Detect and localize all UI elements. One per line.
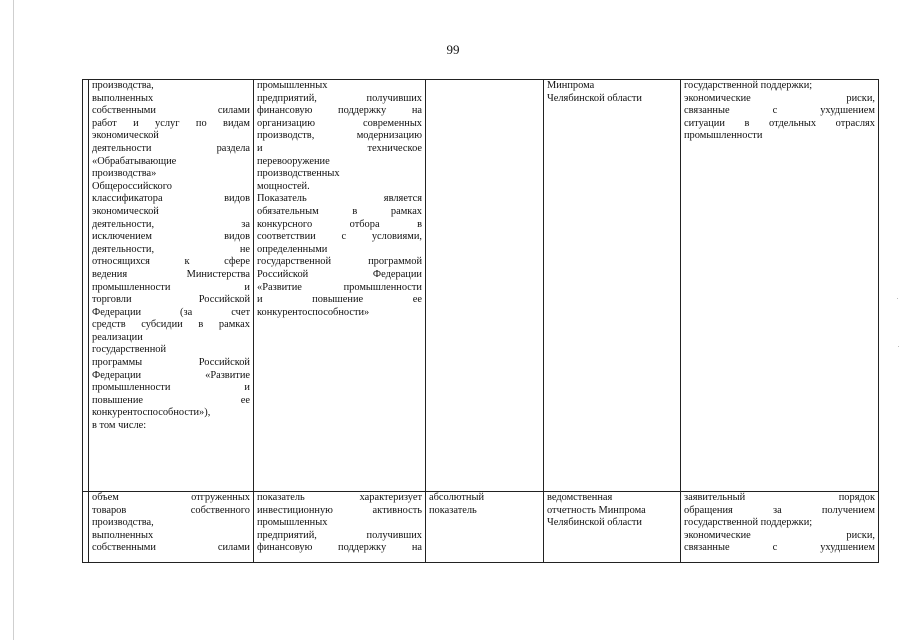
cell-text-line: инвестиционную активность <box>257 504 422 516</box>
cell-text-line: показатель характеризует <box>257 492 422 503</box>
cell-text-line: Российской Федерации <box>257 268 422 280</box>
cell-text-line: производства, <box>92 80 154 91</box>
cell-text-line: и повышение ее <box>257 294 422 306</box>
cell-text-line: ведомственная <box>547 492 613 503</box>
indicator-type-cell <box>426 80 544 492</box>
data-source-cell <box>544 492 681 563</box>
cell-text-line: конкурсного отбора в <box>257 218 422 230</box>
cell-text-line: Челябинской области <box>547 517 642 529</box>
cell-text-line: заявительный порядок <box>684 492 875 503</box>
cell-text-line: отчетность Минпрома <box>547 504 646 516</box>
cell-text-line: производства, <box>92 517 154 529</box>
cell-text-line: производственных <box>257 168 340 180</box>
cell-text-line: ситуации в отдельных отраслях <box>684 117 875 129</box>
cell-text-line: промышленных <box>257 80 328 91</box>
page-left-edge-line <box>13 0 14 640</box>
cell-text-line: программы Российской <box>92 357 250 369</box>
cell-text-line: выполненных <box>92 92 154 104</box>
data-source-cell <box>544 80 681 492</box>
indicator-name-cell <box>89 80 254 492</box>
cell-text-line: соответствии с условиями, <box>257 231 422 243</box>
table-row <box>83 492 879 563</box>
cell-text-line: промышленных <box>257 517 328 529</box>
risks-cell <box>681 80 879 492</box>
cell-text-line: Общероссийского <box>92 180 172 192</box>
cell-text-line: экономической <box>92 205 159 217</box>
cell-text-line: исключением видов <box>92 231 250 243</box>
cell-text-line: организацию современных <box>257 117 422 129</box>
cell-text-line: экономические риски, <box>684 92 875 104</box>
cell-text-line: «Обрабатывающие <box>92 155 177 167</box>
indicator-name-cell <box>89 492 254 563</box>
cell-text-line: предприятий, получивших <box>257 529 422 541</box>
cell-text-line: выполненных <box>92 529 154 541</box>
cell-text-line: предприятий, получивших <box>257 92 422 104</box>
cell-text-line: финансовую поддержку на <box>257 105 422 117</box>
cell-text-line: и техническое <box>257 142 422 154</box>
cell-text-line: Челябинской области <box>547 92 642 104</box>
cell-text-line: деятельности, не <box>92 243 250 255</box>
cell-text-line: производств, модернизацию <box>257 130 422 142</box>
cell-text-line: торговли Российской <box>92 294 250 306</box>
cell-text-line: связанные с ухудшением <box>684 542 875 554</box>
indicator-description-cell <box>254 80 426 492</box>
scan-speck <box>897 298 898 299</box>
cell-text-line: реализации <box>92 331 143 343</box>
cell-text-line: Минпрома <box>547 80 595 91</box>
cell-text-line: в том числе: <box>92 420 147 432</box>
cell-text-line: средств субсидии в рамках <box>92 319 250 331</box>
cell-text-line: работ и услуг по видам <box>92 117 250 129</box>
cell-text-line: государственной поддержки; <box>684 80 813 91</box>
cell-text-line: конкурентоспособности»), <box>92 407 211 419</box>
cell-text-line: Федерации «Развитие <box>92 369 250 381</box>
indicators-table <box>82 79 879 563</box>
cell-text-line: абсолютный <box>429 492 485 503</box>
cell-text-line: обращения за получением <box>684 504 875 516</box>
cell-text-line: промышленности и <box>92 281 250 293</box>
indicator-type-cell <box>426 492 544 563</box>
scan-speck <box>898 346 899 347</box>
cell-text-line: государственной <box>92 344 167 356</box>
cell-text-line: промышленности и <box>92 382 250 394</box>
cell-text-line: финансовую поддержку на <box>257 542 422 554</box>
cell-text-line: «Развитие промышленности <box>257 281 422 293</box>
cell-text-line: связанные с ухудшением <box>684 105 875 117</box>
risks-cell <box>681 492 879 563</box>
cell-text-line: перевооружение <box>257 155 330 167</box>
cell-text-line: деятельности раздела <box>92 142 250 154</box>
cell-text-line: Показатель является <box>257 193 422 205</box>
cell-text-line: собственными силами <box>92 105 250 117</box>
page-number: 99 <box>446 42 460 57</box>
cell-text-line: повышение ее <box>92 394 250 406</box>
cell-text-line: государственной программой <box>257 256 422 268</box>
cell-text-line: товаров собственного <box>92 504 250 516</box>
cell-text-line: объем отгруженных <box>92 492 250 503</box>
cell-text-line: Федерации (за счет <box>92 306 250 318</box>
cell-text-line: относящихся к сфере <box>92 256 250 268</box>
cell-text-line: обязательным в рамках <box>257 205 422 217</box>
cell-text-line: экономической <box>92 130 159 142</box>
cell-text-line: конкурентоспособности» <box>257 306 370 318</box>
cell-text-line: собственными силами <box>92 542 250 554</box>
table-row <box>83 80 879 492</box>
cell-text-line: ведения Министерства <box>92 268 250 280</box>
cell-text-line: мощностей. <box>257 180 310 192</box>
cell-text-line: показатель <box>429 504 477 516</box>
cell-text-line: классификатора видов <box>92 193 250 205</box>
cell-text-line: государственной поддержки; <box>684 517 813 529</box>
cell-text-line: экономические риски, <box>684 529 875 541</box>
cell-text-line: производства» <box>92 168 157 180</box>
cell-text-line: определенными <box>257 243 328 255</box>
indicator-description-cell <box>254 492 426 563</box>
cell-text-line: промышленности <box>684 130 763 142</box>
cell-text-line: деятельности, за <box>92 218 250 230</box>
